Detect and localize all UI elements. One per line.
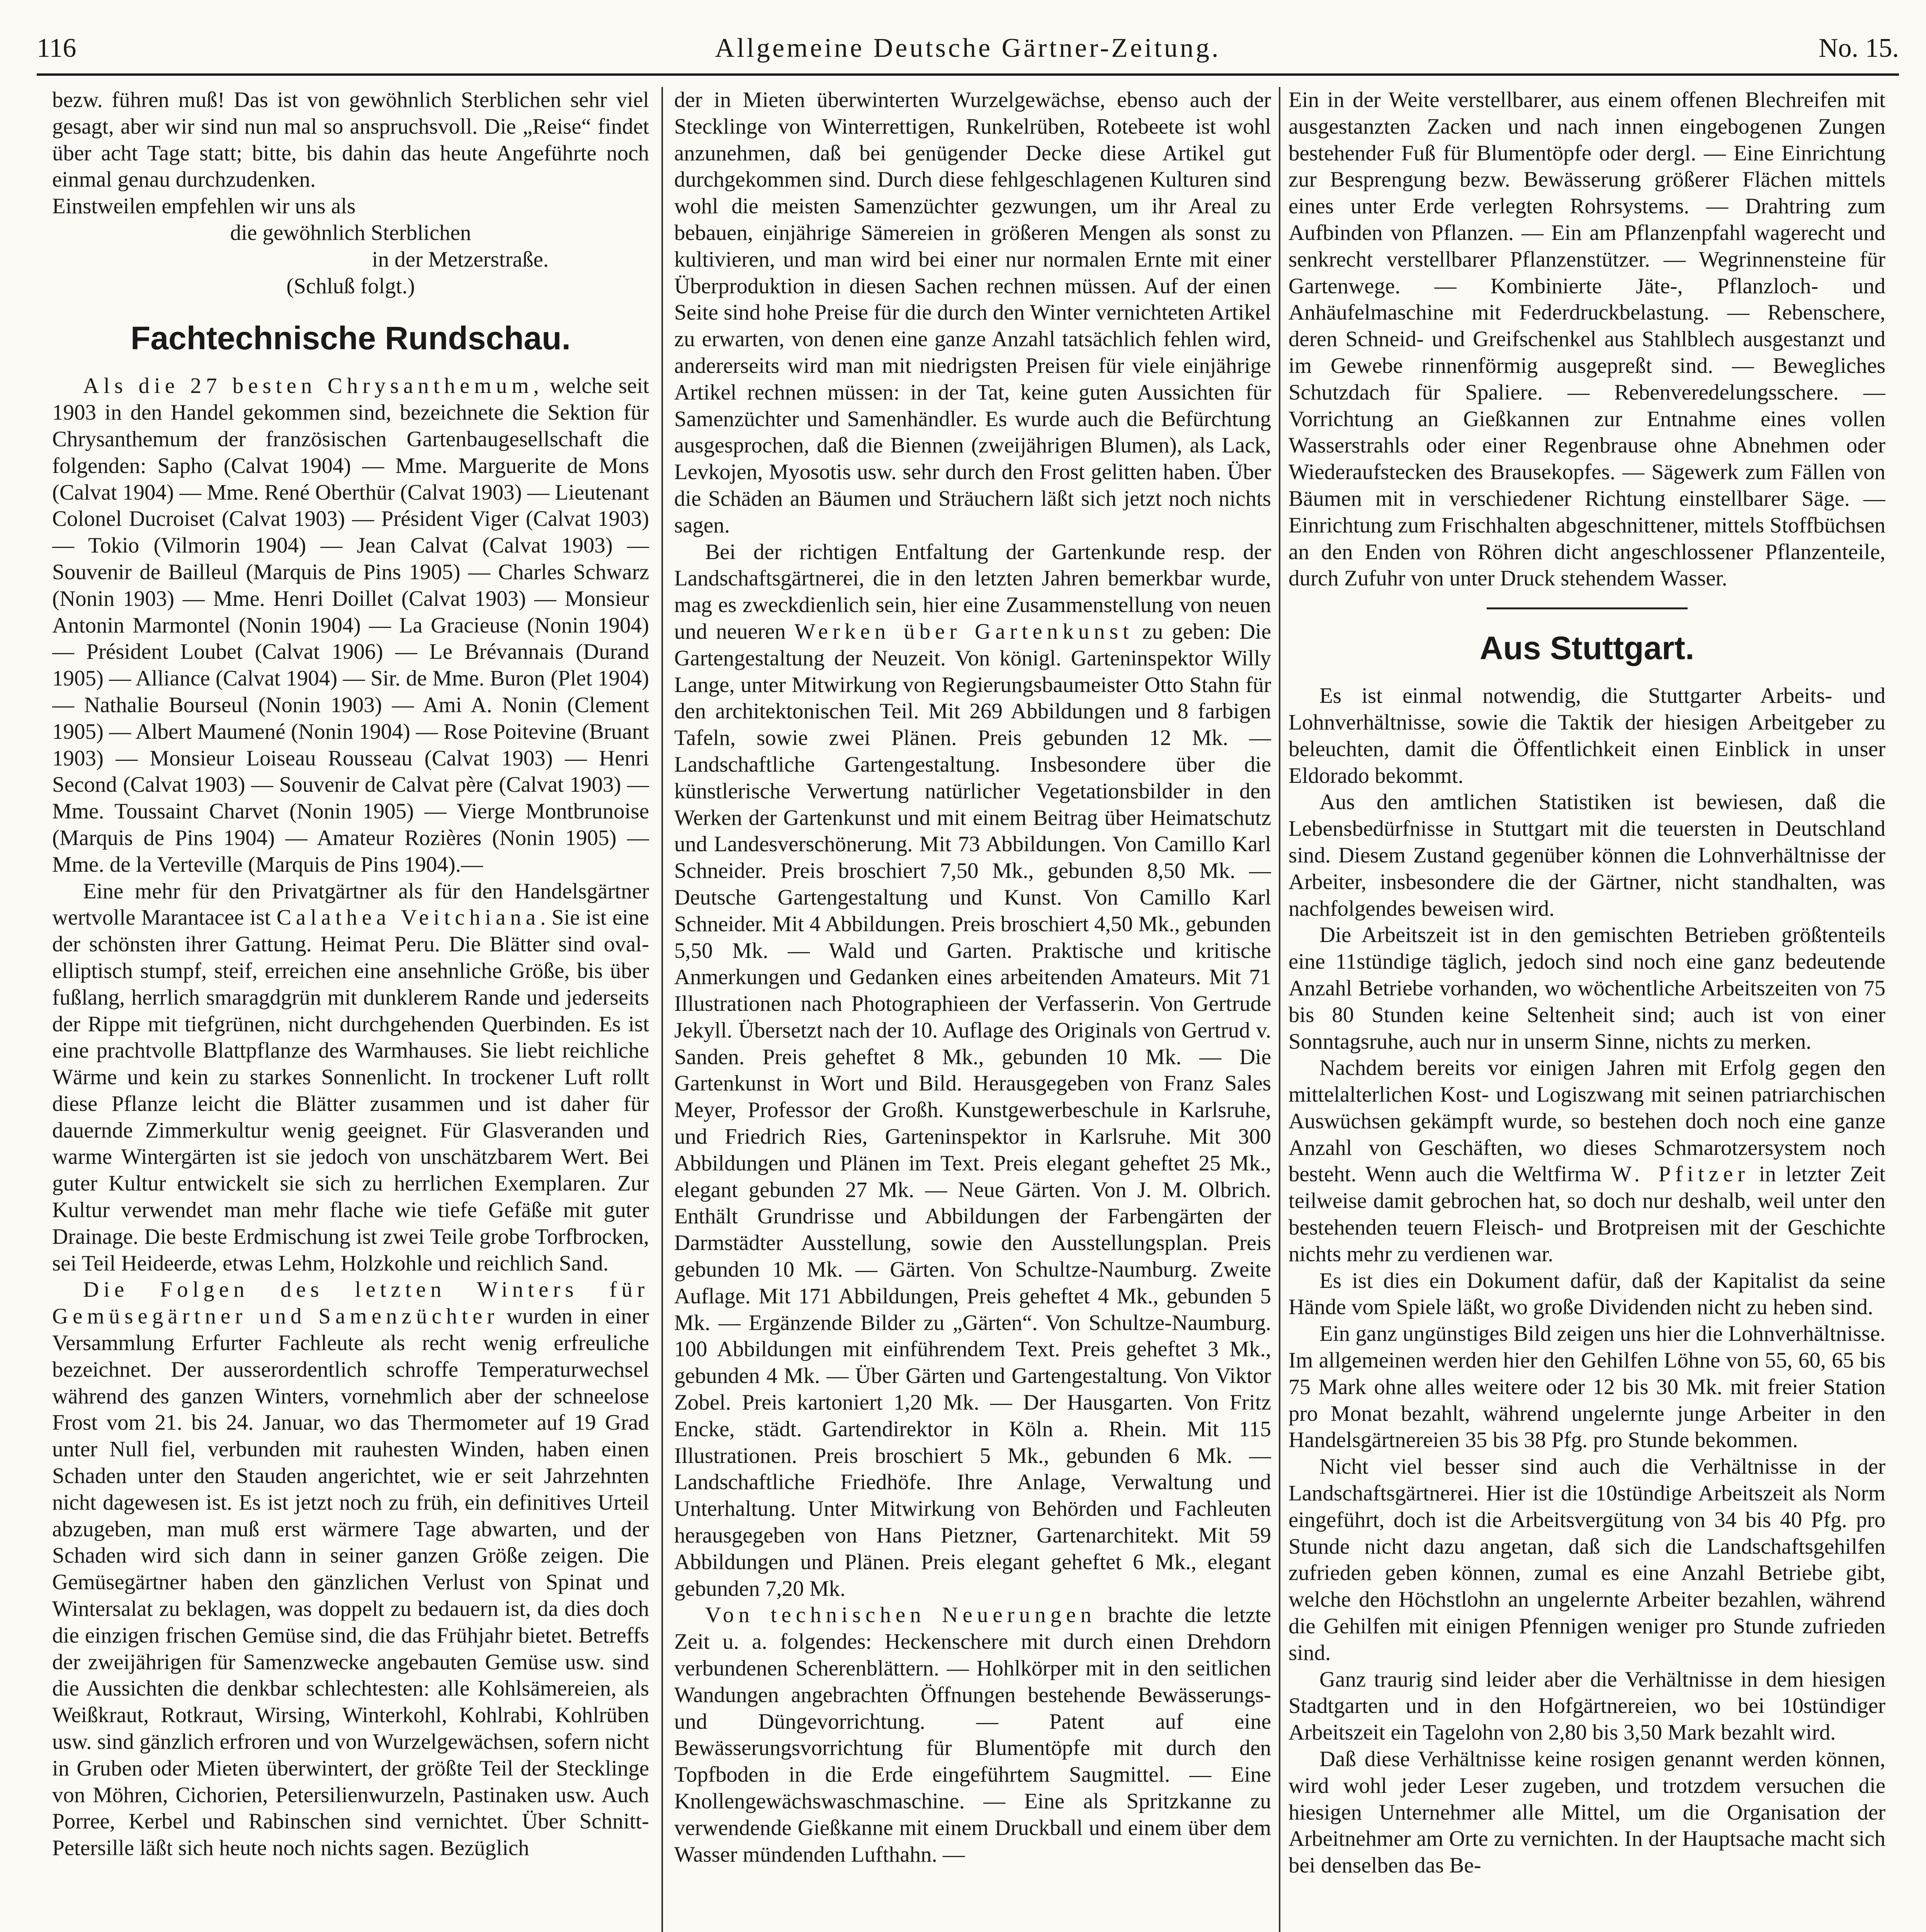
page-header [37,27,1899,76]
paragraph: Ein ganz ungünstiges Bild zeigen uns hier die Lohnverhältnisse. Im allgemeinen werden hier den Gehilfen Löhne von 55, 60, 65 bis 75 Mark ohne alles weitere oder 12 bis 30 Mk. mit freier Station pro Monat bezahlt, während ungelernte junge Arbeiter in den Handelsgärtnereien 35 bis 38 Pfg. pro Stunde bekommen. [1289,1321,1885,1452]
column-2 [674,87,1271,1932]
column-1 [52,87,649,1932]
signature-line: in der Metzerstraße. [372,247,549,272]
column-rule [661,87,663,1932]
spaced-lead: Die Folgen des letzten Winters für Gemüsegärtner und Samenzüchter [52,1277,649,1329]
paragraph-body: in letzter Zeit teilweise damit gebrochen hat, so doch nur deshalb, weil unter den bestehenden teuern Fleisch- und Brotpreisen mit der Geschichte nichts mehr zu verdienen war. [1289,1162,1885,1266]
paragraph [52,1277,649,1862]
paragraph: Aus den amtlichen Statistiken ist bewiesen, daß die Lebensbedürfnisse in Stuttgart mit die teuersten in Deutschland sind. Diesem Zustand gegenüber können die Lohnverhältnisse der Arbeiter, insbesondere die der Gärtner, nicht standhalten, was nachfolgendes beweisen wird. [1289,790,1885,921]
column-3 [1289,87,1885,1932]
paragraph: der in Mieten überwinterten Wurzelgewächse, ebenso auch der Stecklinge von Winterrettigen, Runkelrüben, Rotebeete ist wohl anzunehmen, daß bei genügender Decke diese Artikel gut durchgekommen sind. Durch diese fehlgeschlagenen Kulturen sind wohl die meisten Samenzüchter gezwungen, um ihr Areal zu bebauen, einjährige Sämereien in größeren Mengen als sonst zu kultivieren, und man wird bei einer nur normalen Ernte mit einer Überproduktion in diesen Sachen rechnen müssen. Auf der einen Seite sind hohe Preise für die durch den Winter vernichteten Artikel zu erwarten, von denen eine ganze Anzahl tatsächlich fehlen wird, andererseits wird man mit niedrigsten Preisen für viele einjährige Artikel rechnen müssen: in der Tat, keine guten Aussichten für Samenzüchter und Samenhändler. Es wurde auch die Befürchtung ausgesprochen, daß die Biennen (zweijährigen Blumen), als Lack, Levkojen, Myosotis usw. sehr durch den Frost gelitten haben. Über die Schäden an Bäumen und Sträuchern läßt sich jetzt noch nichts sagen. [674,88,1271,537]
paragraph-body: welche seit 1903 in den Handel gekommen sind, bezeichnete die Sektion für Chrysanthemum der französischen Gartenbaugesellschaft die folgenden: Sapho (Calvat 1904) — Mme. Marguerite de Mons (Calvat 1904) — Mme. René Oberthür (Calvat 1903) — Lieutenant Colonel Ducroiset (Calvat 1903) — Président Viger (Calvat 1903) — Tokio (Vilmorin 1904) — Jean Calvat (Calvat 1903) — Souvenir de Bailleul (Marquis de Pins 1905) — Charles Schwarz (Nonin 1903) — Mme. Henri Doillet (Calvat 1903) — Monsieur Antonin Marmontel (Nonin 1904) — La Gracieuse (Nonin 1904) — Président Loubet (Calvat 1906) — Le Brévannais (Durand 1905) — Alliance (Calvat 1904) — Sir. de Mme. Buron (Plet 1904) — Nathalie Bourseul (Nonin 1903) — Ami A. Nonin (Clement 1905) — Albert Maumené (Nonin 1904) — Rose Poitevine (Bruant 1903) — Monsieur Loiseau Rousseau (Calvat 1903) — Henri Second (Calvat 1903) — Souvenir de Calvat père (Calvat 1903) — Mme. Toussaint Charvet (Nonin 1905) — Vierge Montbrunoise (Marquis de Pins 1904) — Amateur Rozières (Nonin 1905) — Mme. de la Verteville (Marquis de Pins 1904).— [52,374,649,877]
paragraph: Es ist dies ein Dokument dafür, daß der Kapitalist da seine Hände vom Spiele läßt, wo große Dividenden nicht zu heben sind. [1289,1268,1885,1320]
spaced-lead: Als die 27 besten Chrysanthemum, [83,374,544,398]
paragraph: Einstweilen empfehlen wir uns als [52,194,356,219]
paragraph-body: wurden in einer Versammlung Erfurter Fachleute als recht wenig erfreuliche bezeichnet. Der ausserordentlich schroffe Temperaturwechsel während des ganzen Winters, vornehmlich aber der schneelose Frost vom 21. bis 24. Januar, wo das Thermometer auf 19 Grad unter Null fiel, verbunden mit rauhesten Winden, haben einen Schaden unter den Stauden angerichtet, wie er seit Jahrzehnten nicht dagewesen ist. Es ist jetzt noch zu früh, ein definitives Urteil abzugeben, man muß erst wärmere Tage abwarten, und der Schaden wird sich dann in seiner ganzen Größe zeigen. Die Gemüsegärtner haben den gänzlichen Verlust von Spinat und Wintersalat zu beklagen, was doppelt zu bedauern ist, da dies doch die einzigen frischen Gemüse sind, die das Frühjahr bietet. Betreffs der zweijährigen für Samenzwecke angebauten Gemüse usw. sind die Aussichten die denkbar schlechtesten: alle Kohlsämereien, als Weißkraut, Rotkraut, Wirsing, Winterkohl, Kohlrabi, Kohlrüben usw. sind gänzlich erfroren und von Wurzelgewächsen, sofern nicht in Gruben oder Mieten überwintert, der größte Teil der Stecklinge von Möhren, Cichorien, Petersilienwurzeln, Pastinaken usw. Auch Porree, Kerbel und Rabinschen sind vernichtet. Über Schnitt-Petersille läßt sich heute noch nichts sagen. Bezüglich [52,1304,649,1861]
section-heading: Aus Stuttgart. [1479,630,1695,667]
paragraph: Ganz traurig sind leider aber die Verhältnisse in dem hiesigen Stadtgarten und in den Hofgärtnereien, wo bei 10stündiger Arbeitszeit ein Tagelohn von 2,80 bis 3,50 Mark bezahlt wird. [1289,1667,1885,1745]
paragraph [1289,1055,1885,1267]
paragraph: Daß diese Verhältnisse keine rosigen genannt werden können, wird wohl jeder Leser zugeben, und trotzdem versuchen die hiesigen Unternehmer alle Mittel, um die Organisation der Arbeitnehmer am Orte zu vernichten. In der Hauptsache macht sich bei denselben das Be- [1289,1747,1885,1878]
issue-number: No. 15. [1818,33,1899,63]
paragraph [674,1602,1271,1868]
paragraph: Die Arbeitszeit ist in den gemischten Betrieben größtenteils eine 11stündige täglich, jedoch sind noch eine ganz bedeutende Anzahl Betriebe vorhanden, wo wöchentliche Arbeitszeiten von 75 bis 80 Stunden keine Seltenheit sind; auch ist von einer Sonntagsruhe, auch nur in unserm Sinne, nichts zu merken. [1289,923,1885,1054]
paragraph [674,539,1271,1602]
paragraph: Es ist einmal notwendig, die Stuttgarter Arbeits- und Lohnverhältnisse, sowie die Taktik der hiesigen Arbeitgeber zu beleuchten, damit die Öffentlichkeit einen Einblick in unser Eldorado bekommt. [1289,684,1885,788]
paragraph-body: Eine mehr für den Privatgärtner als für den Handelsgärtner wertvolle Marantacee ist [52,879,649,930]
paragraph [52,373,649,878]
paragraph: Ein in der Weite verstellbarer, aus einem offenen Blechreifen mit ausgestanzten Zacken und nach innen eingebogenen Zungen bestehender Fuß für Blumentöpfe oder dergl. — Eine Einrichtung zur Besprengung bezw. Bewässerung größerer Flächen mittels eines unter Erde verlegten Rohrsystems. — Drahtring zum Aufbinden von Pflanzen. — Ein am Pflanzenpfahl wagerecht und senkrecht verstellbarer Pflanzenstützer. — Wegrinnensteine für Gartenwege. — Kombinierte Jäte-, Pflanzloch- und Anhäufelmaschine mit Federdruckbelastung. — Rebenschere, deren Schneid- und Greifschenkel aus Stahlblech ausgestanzt und im Gewebe rinnenförmig ausgepreßt sind. — Bewegliches Schutzdach für Spaliere. — Rebenveredelungsschere. — Vorrichtung an Gießkannen zur Entnahme eines vollen Wasserstrahls oder einer Regenbrause ohne Abnehmen oder Wiederaufstecken des Brausekopfes. — Sägewerk zum Fällen von Bäumen mit in verschiedener Richtung einstellbarer Säge. — Einrichtung zum Frischhalten abgeschnittener, mittels Stoffbüchsen an den Enden von Röhren dicht angeschlossener Pflanzenteile, durch Zufuhr von unter Druck stehendem Wasser. [1289,88,1885,591]
section-divider [1487,607,1688,609]
spaced-lead: Werken über Gartenkunst [794,619,1134,644]
journal-title: Allgemeine Deutsche Gärtner-Zeitung. [715,33,1221,63]
section-heading: Fachtechnische Rundschau. [131,320,571,357]
page-number: 116 [37,33,76,63]
paragraph-body: . Sie ist eine der schönsten ihrer Gattung. Heimat Peru. Die Blätter sind oval-elliptisch stumpf, steif, erreichen eine ansehnliche Größe, bis über fußlang, herrlich smaragdgrün mit dunklerem Rande und jederseits der Rippe mit tiefgrünen, nicht durchgehenden Querbinden. Es ist eine prachtvolle Blattpflanze des Warmhauses. Sie liebt reichliche Wärme und kein zu starkes Sonnenlicht. In trockener Luft rollt diese Pflanze leicht die Blätter zusammen und ist daher für dauernde Zimmerkultur wenig geeignet. Für Glasveranden und warme Wintergärten ist sie jedoch von unschätzbarem Wert. Bei guter Kultur entwickelt sie sich zu herrlichen Exemplaren. Zur Kultur verwendet man mehr flache wie tiefe Gefäße mit guter Drainage. Die beste Erdmischung ist zwei Teile grobe Torfbrocken, sei Teil Heideerde, etwas Lehm, Holzkohle und reichlich Sand. [52,905,649,1276]
paragraph: Nicht viel besser sind auch die Verhältnisse in der Landschaftsgärtnerei. Hier ist die 10stündige Arbeitszeit als Norm eingeführt, doch ist die Arbeitsvergütung von 34 bis 40 Pfg. pro Stunde nicht dazu angetan, daß sich die Landschaftsgehilfen zufrieden geben können, zumal es eine Anzahl Betriebe gibt, welche den Höchstlohn an ungelernte Arbeiter bezahlen, während die Gehilfen mit einigen Pfennigen weniger pro Stunde zufrieden sind. [1289,1454,1885,1665]
paragraph [52,878,649,1277]
paragraph-body: Bei der richtigen Entfaltung der Gartenkunde resp. der Landschaftsgärtnerei, die in den letzten Jahren bemerkbar wurde, mag es zweckdienlich sein, hier eine Zusammenstellung von neuen und neueren [674,539,1271,644]
signature-line: die gewöhnlich Sterblichen [230,220,471,245]
spaced-lead: Von technischen Neuerungen [705,1603,1096,1628]
spaced-name: W. Pfitzer [1611,1162,1750,1187]
paragraph-body: zu geben: Die Gartengestaltung der Neuzeit. Von königl. Garteninspektor Willy Lange, unter Mitwirkung von Regierungsbaumeister Otto Stahn für den architektonischen Teil. Mit 269 Abbildungen und 8 farbigen Tafeln, sowie zwei Plänen. Preis gebunden 12 Mk. — Landschaftliche Gartengestaltung. Insbesondere über die künstlerische Verwertung natürlicher Vegetationsbilder in den Werken der Gartenkunst und mit einem Beitrag über Heimatschutz und Landesverschönerung. Mit 73 Abbildungen. Von Camillo Karl Schneider. Preis broschiert 7,50 Mk., gebunden 8,50 Mk. — Deutsche Gartengestaltung und Kunst. Von Camillo Karl Schneider. Mit 4 Abbildungen. Preis broschiert 4,50 Mk., gebunden 5,50 Mk. — Wald und Garten. Praktische und kritische Anmerkungen und Gedanken eines arbeitenden Amateurs. Mit 71 Illustrationen nach Photographieen der Verfasserin. Von Gertrude Jekyll. Übersetzt nach der 10. Auflage des Originals von Gertrud v. Sanden. Preis geheftet 8 Mk., gebunden 10 Mk. — Die Gartenkunst in Wort und Bild. Herausgegeben von Franz Sales Meyer, Professor der Großh. Kunstgewerbeschule in Karlsruhe, und Friedrich Ries, Garteninspektor in Karlsruhe. Mit 300 Abbildungen und Plänen im Text. Preis elegant geheftet 25 Mk., elegant gebunden 27 Mk. — Neue Gärten. Von J. M. Olbrich. Enthält Grundrisse und Abbildungen der Farbengärten der Darmstädter Ausstellung, sowie den Ausstellungsplan. Preis gebunden 10 Mk. — Gärten. Von Schultze-Naumburg. Zweite Auflage. Mit 171 Abbildungen, Preis geheftet 4 Mk., gebunden 5 Mk. — Ergänzende Bilder zu „Gärten“. Von Schultze-Naumburg. 100 Abbildungen mit einführendem Text. Preis geheftet 3 Mk., gebunden 4 Mk. — Über Gärten und Gartengestaltung. Von Viktor Zobel. Preis kartoniert 1,20 Mk. — Der Hausgarten. Von Fritz Encke, städt. Gartendirektor in Köln a. Rhein. Mit 115 Illustrationen. Preis broschiert 5 Mk., gebunden 6 Mk. — Landschaftliche Friedhöfe. Ihre Anlage, Verwaltung und Unterhaltung. Unter Mitwirkung von Behörden und Fachleuten herausgegeben von Hans Pietzner, Gartenarchitekt. Mit 59 Abbildungen und Plänen. Preis elegant geheftet 6 Mk., elegant gebunden 7,20 Mk. [674,619,1271,1601]
paragraph-body: Nachdem bereits vor einigen Jahren mit Erfolg gegen den mittelalterlichen Kost- und Logiszwang mit seinen patriarchischen Auswüchsen gekämpft wurde, so bestehen doch noch eine ganze Anzahl von Geschäften, wo dieses Schmarotzersystem noch besteht. Wenn auch die Weltfirma [1289,1056,1885,1187]
continued-note: (Schluß folgt.) [286,274,415,298]
paragraph: bezw. führen muß! Das ist von gewöhnlich Sterblichen sehr viel gesagt, aber wir sind nun mal so anspruchsvoll. Die „Reise“ findet über acht Tage statt; bitte, bis dahin das heute Angeführte noch einmal genau durchzudenken. [52,88,649,192]
spaced-name: Calathea Veitchiana [276,905,541,930]
paragraph-body: brachte die letzte Zeit u. a. folgendes: Heckenschere mit durch einen Drehdorn verbundenen Scherenblättern. — Hohlkörper mit in den seitlichen Wandungen angebrachten Öffnungen bestehende Bewässerungs- und Düngevorrichtung. — Patent auf eine Bewässerungsvorrichtung für Blumentöpfe mit durch den Topfboden in die Erde eingeführtem Saugmittel. — Eine Knollengewächswaschmaschine. — Eine als Spritzkanne zu verwendende Gießkanne mit einem Druckball und einem über dem Wasser mündenden Lufthahn. — [674,1603,1271,1867]
column-rule [1279,87,1280,1932]
